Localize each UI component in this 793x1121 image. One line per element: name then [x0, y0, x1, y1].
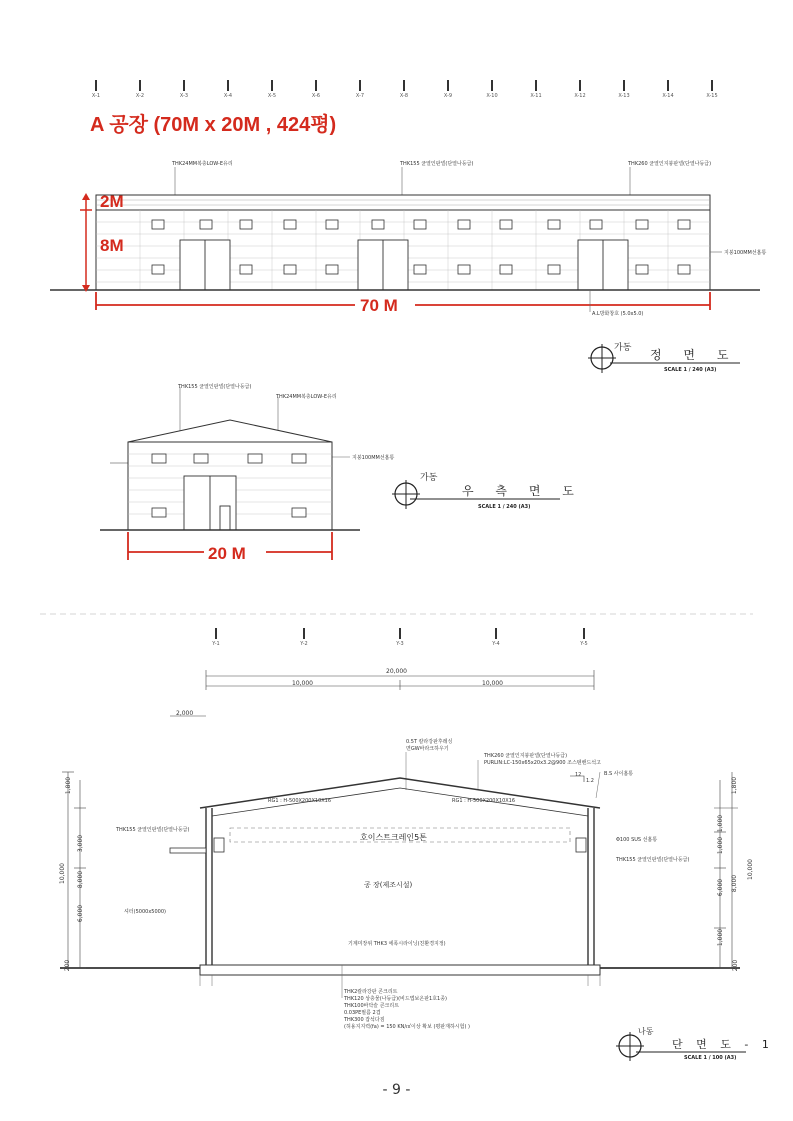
front-width-label: 70 M: [360, 296, 398, 315]
page-number: - 9 -: [382, 1082, 411, 1098]
section-view-title: 단 면 도 - 1: [672, 1038, 774, 1051]
section-dim-right: 10,000: [482, 680, 503, 687]
grid-tick-x5: X-5: [260, 80, 284, 99]
section-note-flashing: 0.5T 칼라강판후레싱: [406, 739, 453, 745]
front-view-title: 정 면 도: [650, 348, 738, 362]
section-note-insulation: 면GW바라크하우기: [406, 746, 449, 752]
grid-tick-x4: X-4: [216, 80, 240, 99]
grid-tick-x15: X-15: [700, 80, 724, 99]
section-note-roof-panel: THK260 균열인지붕판넬(단열나등급): [484, 753, 568, 759]
grid-tick-x1: X-1: [84, 80, 108, 99]
grid-tick-y5: Y-5: [572, 628, 596, 647]
grid-tick-y2: Y-2: [292, 628, 316, 647]
floor-note: THK300 잡석다짐: [344, 1017, 385, 1023]
grid-tick-x9: X-9: [436, 80, 460, 99]
grid-tick-x13: X-13: [612, 80, 636, 99]
section-left-note-shutter: 셔터(5000x5000): [124, 909, 166, 915]
front-note-glass: THK24MM복층LOW-E유리: [172, 161, 233, 167]
section-scale: SCALE 1 / 100 (A3): [684, 1055, 737, 1061]
floor-note: (허용지지력(fa) = 150 KN/㎡이상 확보 (평판재하시험) ): [344, 1024, 470, 1030]
section-note-gutter: B.S 사이홈통: [604, 771, 634, 777]
section-dim-left: 6,000: [77, 904, 85, 923]
front-height-roof-label: 2M: [100, 192, 124, 211]
right-direction-label: 가동: [420, 473, 438, 483]
grid-tick-x14: X-14: [656, 80, 680, 99]
section-note-purlin: PURLIN:LC-150x65x20x3.2@900 조스텐밴드석고: [484, 760, 601, 766]
grid-tick-y1: Y-1: [204, 628, 228, 647]
section-dim-total: 20,000: [386, 668, 407, 675]
right-note-gutter: 지붕100MM선홈통: [352, 455, 395, 461]
front-height-wall-label: 8M: [100, 236, 124, 255]
section-direction-label: 나동: [638, 1027, 654, 1036]
section-dim-right: 200: [732, 959, 740, 972]
grid-tick-x2: X-2: [128, 80, 152, 99]
front-note-window: A.L방화창호 (5.0x5.0): [592, 311, 644, 317]
section-dim-2000: 2,000: [176, 710, 194, 717]
section-dim-left: 10,000: [59, 863, 66, 884]
section-rafter-left: RG1 : H-500X200X10X16: [268, 798, 332, 804]
section-dim-right: 1,800: [731, 776, 739, 795]
grid-tick-x3: X-3: [172, 80, 196, 99]
section-dim-left: 8,000: [77, 870, 85, 889]
right-elevation-drawing: [100, 380, 360, 560]
section-dim-left: 200: [64, 959, 72, 972]
section-title-underline: [636, 1050, 746, 1054]
right-title-underline: [410, 497, 560, 501]
section-dim-left: 1,800: [65, 776, 73, 795]
right-north-symbol: [392, 478, 432, 512]
floor-note: 0.03PE필름 2겹: [344, 1010, 381, 1016]
section-rafter-right: RG1 : H-500X200X10X16: [452, 798, 516, 804]
front-direction-label: 가동: [614, 343, 632, 353]
right-view-title: 우 측 면 도: [462, 484, 583, 498]
section-right-note-panel: THK155 균열인판넬(단열나등급): [616, 857, 690, 863]
section-dim-right: 10,000: [747, 859, 754, 880]
section-dim-right: 1,000: [717, 928, 725, 947]
floor-note: THK120 상층물(나등급)(비드법보온판1호1종): [344, 996, 448, 1002]
section-right-note-gutter: Φ100 SUS 선홈통: [616, 837, 658, 843]
section-dim-right: 8,000: [731, 874, 739, 893]
section-dim-left: 10,000: [292, 680, 313, 687]
front-note-roof-panel: THK260 균열인지붕판넬(단열나등급): [628, 161, 712, 167]
right-note-wall-panel: THK155 균열인판넬(단열나등급): [178, 384, 252, 390]
section-left-note-panel: THK155 균열인판넬(단열나등급): [116, 827, 190, 833]
section-dim-right: 1,000: [717, 836, 725, 855]
floor-note: THK2칼라강판 콘크리트: [344, 989, 398, 995]
front-title-underline: [610, 361, 740, 365]
grid-tick-y3: Y-3: [388, 628, 412, 647]
floor-note: THK100바닥슬 콘크리트: [344, 1003, 400, 1009]
section-slope-num: 12: [575, 772, 582, 778]
grid-tick-x6: X-6: [304, 80, 328, 99]
front-note-wall-panel: THK155 균열인판넬(단열나등급): [400, 161, 474, 167]
right-scale: SCALE 1 / 240 (A3): [478, 504, 531, 510]
section-dim-right: 6,000: [717, 878, 725, 897]
section-dim-right: 1,000: [717, 814, 725, 833]
grid-tick-y4: Y-4: [484, 628, 508, 647]
grid-tick-x7: X-7: [348, 80, 372, 99]
section-room-label: 공 장(제조시설): [364, 881, 413, 889]
front-note-gutter: 지붕100MM선홈통: [724, 250, 767, 256]
page-title: A 공장 (70M x 20M , 424평): [90, 114, 337, 136]
grid-tick-x11: X-11: [524, 80, 548, 99]
section-crane-label: 호이스트크레인5톤: [360, 833, 427, 842]
section-floor-finish: 기계미장위 THK3 에폭시라이닝(친환경지정): [348, 941, 446, 947]
grid-tick-x12: X-12: [568, 80, 592, 99]
section-dim-left: 3,000: [77, 834, 85, 853]
section-floor-notes: [344, 988, 470, 1030]
right-width-label: 20 M: [208, 544, 246, 563]
right-note-glass: THK24MM복층LOW-E유리: [276, 394, 337, 400]
section-slope-den: 1.2: [586, 778, 594, 784]
front-scale: SCALE 1 / 240 (A3): [664, 367, 717, 373]
section-divider: [40, 612, 753, 616]
grid-tick-x10: X-10: [480, 80, 504, 99]
grid-tick-x8: X-8: [392, 80, 416, 99]
